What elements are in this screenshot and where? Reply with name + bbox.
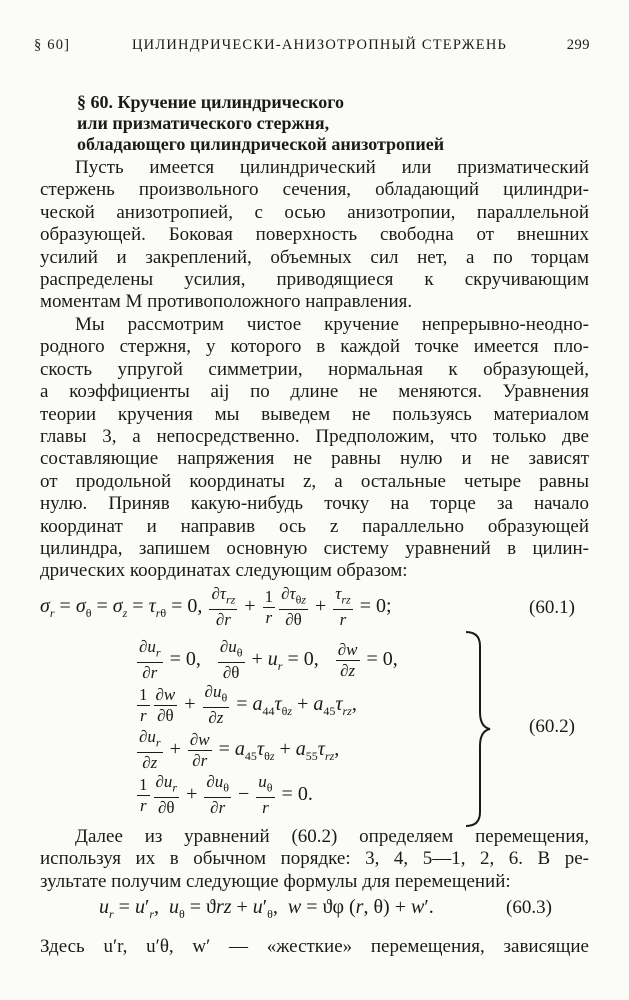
text-line: дрических координатах следующим образом:: [40, 560, 408, 582]
text-line: от продольной координаты z, а остальные четыре равны: [40, 470, 589, 492]
text-line: родного стержня, у которого в каждой точке имеется пло-: [40, 336, 589, 358]
header-running-title: ЦИЛИНДРИЧЕСКИ-АНИЗОТРОПНЫЙ СТЕРЖЕНЬ: [132, 37, 508, 53]
paragraph-2: [40, 314, 589, 583]
text-line: образующей. Боковая поверхность свободна от внешних: [40, 224, 589, 246]
equation-60-2-line-2: $\frac{1}{r}$ $\frac{\partial w}{\partial\theta}$ + $\frac{\partial u_\theta}{\partial z}$ = $a_{44}\tau_{\theta z} + a_{45}\tau_{rz}$,: [139, 682, 357, 728]
header-section-ref: § 60]: [34, 37, 71, 53]
equation-60-2-line-1: $\frac{\partial u_r}{\partial r}$ = 0, $\frac{\partial u_\theta}{\partial\theta}$ + $u_r = 0$, $\frac{\partial w}{\partial z}$ = 0,: [139, 637, 398, 683]
text-line: составляющие напряжения не равны нулю и не зависят: [40, 448, 589, 470]
equation-60-1: $\sigma_r = \sigma_\theta = \sigma_z = \tau_{r\theta} = 0$, $\frac{\partial\tau_{rz}}{\partial r}$ + $\frac{1}{r}$ $\frac{\partial\tau_{\theta z}}{\partial\theta}$ + $\frac{\tau_{rz}}{r}$ = 0;: [40, 584, 392, 630]
paragraph-3: [40, 826, 589, 893]
text-line: распределены усилия, приводящиеся к скручивающим: [40, 268, 589, 290]
text-line: используя их в обычном порядке: 3, 4, 5—1, 2, 6. В ре-: [40, 848, 589, 870]
heading-line: или призматического стержня,: [77, 113, 330, 133]
text-line: координат и направив ось z параллельно образующей: [40, 515, 589, 537]
page-number: 299: [566, 37, 590, 53]
text-line: моментам M противоположного направления.: [40, 291, 413, 313]
heading-line: § 60. Кручение цилиндрического: [77, 92, 344, 112]
equation-number: (60.1): [529, 597, 575, 618]
heading-line: обладающего цилиндрической анизотропией: [77, 134, 445, 154]
text-line: стержень произвольного сечения, обладающий цилиндри-: [40, 179, 589, 201]
text-line: главы 3, а непосредственно. Предположим, что только две: [40, 425, 589, 447]
right-brace: [462, 630, 492, 828]
text-line: Мы рассмотрим чистое кручение непрерывно-неодно-: [75, 314, 589, 335]
equation-60-3: $u_r = u'_r$, $u_\theta = ϑrz + u'_\theta$, w = ϑφ (r, θ) + w′.: [99, 896, 434, 921]
text-line: нулю. Приняв какую-нибудь точку на торце за начало: [40, 493, 589, 515]
text-line: Пусть имеется цилиндрический или призматический: [75, 157, 589, 178]
equation-60-2-line-4: $\frac{1}{r}$ $\frac{\partial u_r}{\partial\theta}$ + $\frac{\partial u_\theta}{\partial r}$ − $\frac{u_\theta}{r}$ = 0.: [139, 772, 313, 818]
text-line: скость упругой симметрии, нормальная к образующей,: [40, 358, 589, 380]
text-line: усилий и закреплений, объемных сил нет, а по торцам: [40, 246, 589, 268]
text-line: теории кручения мы выведем не пользуясь материалом: [40, 403, 589, 425]
paragraph-1: [40, 157, 589, 314]
paragraph-4: [40, 936, 589, 958]
text-line: ческой анизотропией, с осью анизотропии, параллельной: [40, 201, 589, 223]
text-line: Далее из уравнений (60.2) определяем перемещения,: [75, 826, 589, 847]
equation-60-2-line-3: $\frac{\partial u_r}{\partial z}$ + $\frac{\partial w}{\partial r}$ = $a_{45}\tau_{\theta z} + a_{55}\tau_{rz}$,: [139, 727, 340, 773]
running-header: [34, 37, 590, 59]
text-line: а коэффициенты aij по длине не меняются. Уравнения: [40, 381, 589, 403]
text-line: цилиндра, запишем основную систему уравнений в цилин-: [40, 537, 589, 559]
text-line: зультате получим следующие формулы для перемещений:: [40, 870, 511, 892]
equation-number: (60.2): [529, 716, 575, 737]
equation-number: (60.3): [506, 897, 552, 918]
text-line: Здесь u′r, u′θ, w′ — «жесткие» перемещения, зависящие: [40, 936, 589, 957]
section-heading: [77, 92, 444, 155]
